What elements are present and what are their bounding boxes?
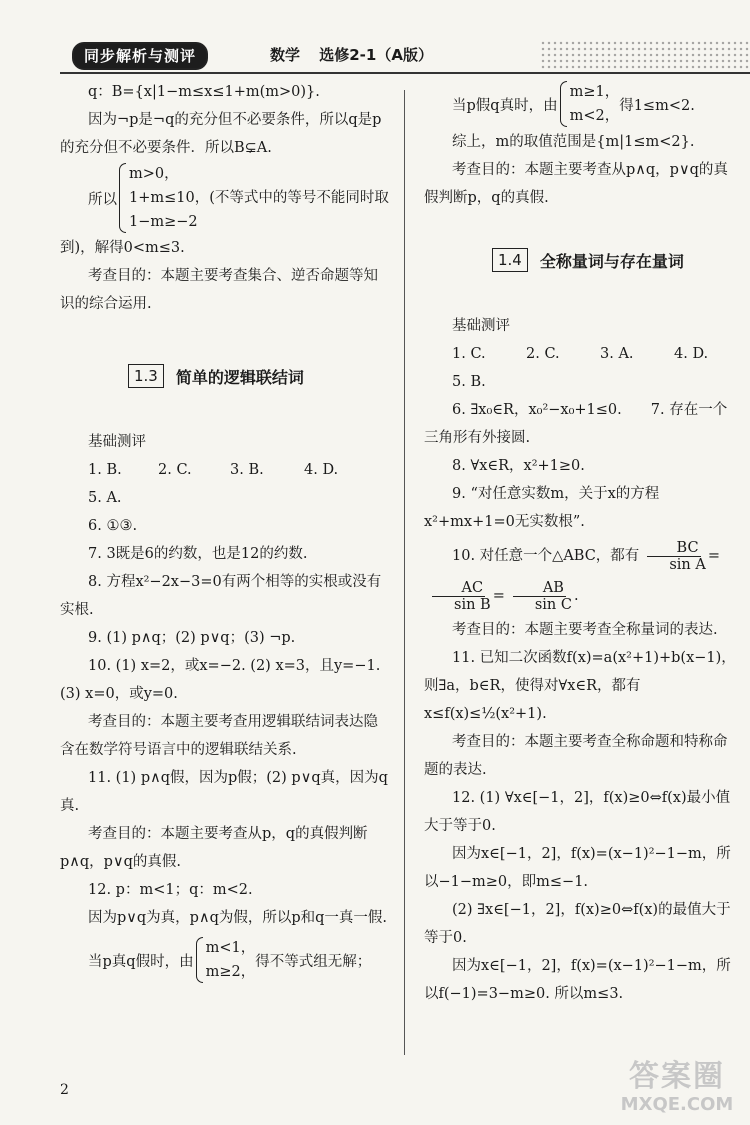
header-subject: 数学 bbox=[270, 46, 301, 64]
equals-sign: = bbox=[492, 588, 505, 604]
fraction-denominator: sin B bbox=[454, 596, 491, 613]
left-para-1: 因为¬p是¬q的充分但不必要条件，所以q是p的充分但不必要条件．所以B⊊A. bbox=[60, 112, 382, 156]
fraction-numerator: AC bbox=[432, 580, 486, 597]
section-title: 简单的逻辑联结词 bbox=[175, 367, 304, 387]
section-title: 全称量词与存在量词 bbox=[539, 251, 684, 271]
system-suffix: 得不等式组无解； bbox=[255, 953, 372, 970]
section-heading-1-4 bbox=[424, 248, 740, 272]
answer: 6. ①③. bbox=[88, 518, 138, 534]
right-para-3: 考查目的：本题主要考查从p∧q，p∨q的真假判断p，q的真假. bbox=[424, 162, 728, 206]
page-header bbox=[60, 40, 750, 70]
answer: 5. B. bbox=[452, 374, 486, 390]
system-suffix: 得1≤m<2. bbox=[619, 97, 695, 114]
system-line: 1−m≥−2 bbox=[129, 214, 198, 230]
page-number: 2 bbox=[60, 1082, 69, 1098]
column-divider bbox=[404, 90, 405, 1055]
answer: 12. p：m<1；q：m<2. bbox=[88, 882, 253, 898]
brace-icon bbox=[560, 81, 567, 127]
q-definition: q：B={x|1−m≤x≤1+m(m>0)}. bbox=[88, 84, 320, 100]
answer: 5. A. bbox=[88, 490, 122, 506]
fraction-denominator: sin A bbox=[669, 556, 706, 573]
brace-icon bbox=[196, 937, 203, 983]
fraction bbox=[641, 540, 706, 573]
answer: 9. (1) p∧q；(2) p∨q；(3) ¬p. bbox=[88, 630, 296, 646]
answer-note: 考查目的：本题主要考查用逻辑联结词表达隐含在数学符号语言中的逻辑联结关系. bbox=[60, 714, 378, 758]
answer: 因为p∨q为真，p∧q为假，所以p和q一真一假. bbox=[88, 910, 388, 926]
answer: 6. ∃x₀∈R，x₀²−x₀+1≤0. 7. 存在一个三角形有外接圆. bbox=[424, 402, 728, 446]
answer-note: 考查目的：本题主要考查从p，q的真假判断p∧q，p∨q的真假. bbox=[60, 826, 368, 870]
basic-test-label: 基础测评 bbox=[452, 318, 510, 334]
watermark-url: MXQE.COM bbox=[620, 1094, 734, 1115]
fraction-denominator: sin C bbox=[534, 596, 572, 613]
series-title-badge: 同步解析与测评 bbox=[72, 42, 208, 70]
answer: (2) ∃x∈[−1，2]，f(x)≥0⇔f(x)的最值大于等于0. bbox=[424, 902, 731, 946]
system-prefix: 所以 bbox=[88, 191, 117, 208]
right-column bbox=[424, 78, 740, 1008]
period: . bbox=[573, 588, 579, 604]
fraction-numerator: AB bbox=[513, 580, 566, 597]
inequality-system-2 bbox=[88, 936, 390, 984]
system-line: m<2， bbox=[569, 108, 620, 124]
left-para-2: 到)，解得0<m≤3. bbox=[60, 240, 185, 256]
watermark-title: 答案圈 bbox=[629, 1059, 725, 1094]
system-line: 1+m≤10，(不等式中的等号不能同时取 bbox=[129, 190, 389, 206]
answer-10 bbox=[424, 536, 740, 616]
answer: 3. A. bbox=[600, 346, 634, 362]
system-line: m>0， bbox=[129, 166, 179, 182]
answer: 11. (1) p∧q假，因为p假；(2) p∨q真，因为q真. bbox=[60, 770, 388, 814]
fraction-numerator: BC bbox=[647, 540, 701, 557]
inequality-system-3 bbox=[452, 80, 740, 128]
answer: 因为x∈[−1，2]，f(x)=(x−1)²−1−m，所以−1−m≥0，即m≤−1. bbox=[424, 846, 731, 890]
answer-note: 考查目的：本题主要考查全称命题和特称命题的表达. bbox=[424, 734, 728, 778]
section-heading-1-3 bbox=[60, 364, 390, 388]
section-number: 1.3 bbox=[128, 364, 164, 388]
answer-10-prefix: 10. 对任意一个△ABC，都有 bbox=[452, 548, 640, 564]
answer: 9. “对任意实数m，关于x的方程x²+mx+1=0无实数根”. bbox=[424, 486, 660, 530]
system-line: m≥2， bbox=[205, 964, 256, 980]
answer: 因为x∈[−1，2]，f(x)=(x−1)²−1−m，所以f(−1)=3−m≥0. 所以m≤3. bbox=[424, 958, 731, 1002]
answers-row-1-4 bbox=[424, 340, 740, 368]
system-line: m≥1， bbox=[569, 84, 620, 100]
answer: 2. C. bbox=[526, 346, 560, 362]
answers-row-1-4 bbox=[60, 456, 390, 484]
answer: 10. (1) x=2，或x=−2. (2) x=3，且y=−1. (3) x=0，或y=0. bbox=[60, 658, 381, 702]
answer: 4. D. bbox=[304, 462, 339, 478]
watermark-logo bbox=[612, 1060, 742, 1120]
right-para-2: 综上，m的取值范围是{m|1≤m<2}. bbox=[452, 134, 695, 150]
answer: 8. ∀x∈R，x²+1≥0. bbox=[452, 458, 585, 474]
answer: 1. B. bbox=[88, 462, 122, 478]
header-volume: 选修2-1（A版） bbox=[319, 46, 433, 64]
fraction bbox=[507, 580, 572, 613]
system-prefix: 当p假q真时，由 bbox=[452, 97, 558, 114]
system-line: m<1， bbox=[205, 940, 256, 956]
basic-test-label: 基础测评 bbox=[88, 434, 146, 450]
answer: 1. C. bbox=[452, 346, 486, 362]
fraction bbox=[426, 580, 491, 613]
inequality-system-1 bbox=[88, 162, 390, 234]
brace-icon bbox=[119, 163, 126, 233]
answer: 8. 方程x²−2x−3=0有两个相等的实根或没有实根. bbox=[60, 574, 382, 618]
left-para-3: 考查目的：本题主要考查集合、逆否命题等知识的综合运用. bbox=[60, 268, 378, 312]
answer-note: 考查目的：本题主要考查全称量词的表达. bbox=[452, 622, 718, 638]
header-dot-pattern bbox=[540, 40, 750, 70]
left-column bbox=[60, 78, 390, 984]
section-number: 1.4 bbox=[492, 248, 528, 272]
answer: 7. 3既是6的约数，也是12的约数. bbox=[88, 546, 308, 562]
answer: 4. D. bbox=[674, 346, 709, 362]
answer: 3. B. bbox=[230, 462, 264, 478]
header-rule bbox=[60, 72, 750, 74]
system-prefix: 当p真q假时，由 bbox=[88, 953, 194, 970]
header-subtitle bbox=[270, 42, 447, 68]
answer: 11. 已知二次函数f(x)=a(x²+1)+b(x−1)，则∃a，b∈R，使得对∀x∈R，都有x≤f(x)≤½(x²+1). bbox=[424, 650, 736, 722]
answer: 2. C. bbox=[158, 462, 192, 478]
answer: 12. (1) ∀x∈[−1，2]，f(x)≥0⇔f(x)最小值大于等于0. bbox=[424, 790, 731, 834]
equals-sign: = bbox=[707, 548, 720, 564]
